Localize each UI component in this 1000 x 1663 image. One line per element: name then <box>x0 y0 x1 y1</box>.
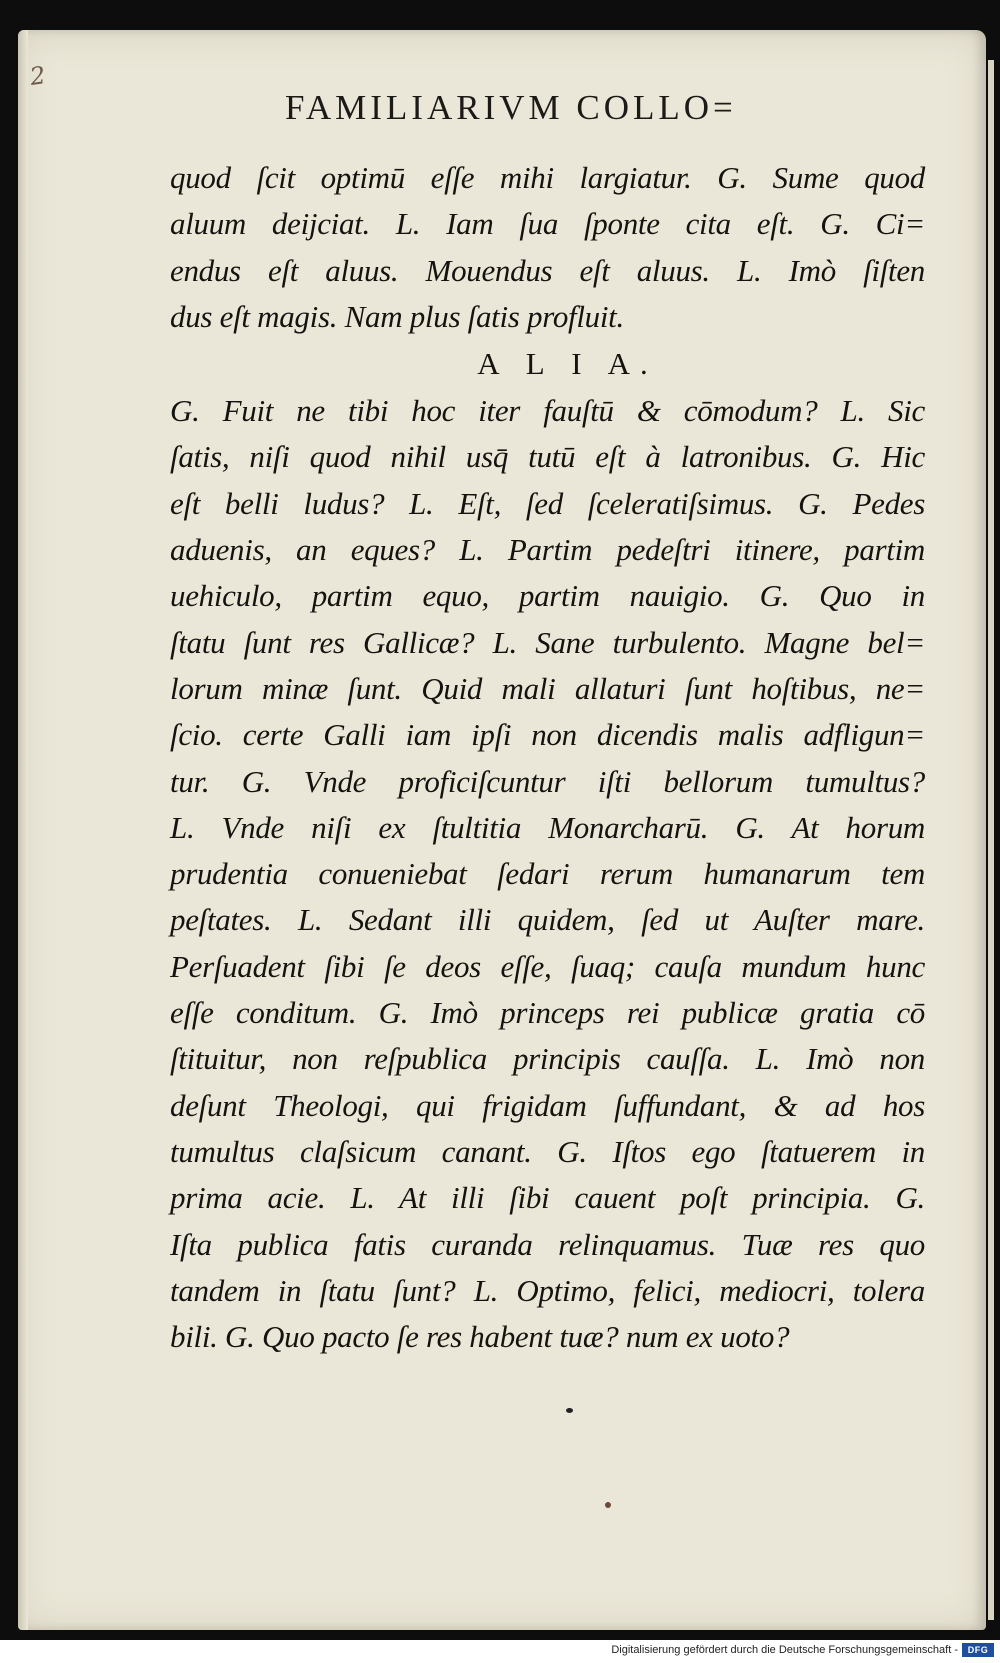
text-line: G. Fuit ne tibi hoc iter fauſtū & cōmodum? L. Sic <box>170 393 925 429</box>
ink-speck <box>566 1408 573 1413</box>
folio-mark: 2 <box>28 61 48 91</box>
text-line: eſt belli ludus? L. Eſt, ſed ſceleratiſsimus. G. Pedes <box>170 485 925 521</box>
text-line: ſcio. certe Galli iam ipſi non dicendis malis adfligun= <box>170 717 925 753</box>
text-line: aluum deijciat. L. Iam ſua ſponte cita eſt. G. Ci= <box>170 206 925 242</box>
text-line: prima acie. L. At illi ſibi cauent poſt principia. G. <box>170 1180 925 1216</box>
text-line: tur. G. Vnde proficiſcuntur iſti bellorum tumultus? <box>170 763 925 799</box>
text-line: peſtates. L. Sedant illi quidem, ſed ut Auſter mare. <box>170 902 925 938</box>
page-edge <box>988 60 994 1620</box>
running-head: FAMILIARIVM COLLO= <box>285 88 737 127</box>
text-line: bili. G. Quo pacto ſe res habent tuæ? num ex uoto? <box>170 1319 790 1355</box>
text-line: quod ſcit optimū eſſe mihi largiatur. G. Sume quod <box>170 160 925 195</box>
text-line: lorum minæ ſunt. Quid mali allaturi ſunt hoſtibus, ne= <box>170 670 925 706</box>
text-line: prudentia conueniebat ſedari rerum humanarum tem <box>170 856 925 892</box>
text-line: aduenis, an eques? L. Partim pedeſtri itinere, partim <box>170 532 925 568</box>
text-line: ſtatu ſunt res Gallicæ? L. Sane turbulento. Magne bel= <box>170 624 925 660</box>
text-line: deſunt Theologi, qui frigidam ſuffundant, & ad hos <box>170 1087 925 1123</box>
section-heading: A L I A. <box>477 346 658 382</box>
text-block <box>170 155 925 1360</box>
text-line: L. Vnde niſi ex ſtultitia Monarcharū. G. At horum <box>170 809 925 845</box>
text-line: tandem in ſtatu ſunt? L. Optimo, felici, mediocri, tolera <box>170 1272 925 1308</box>
digitization-credit: Digitalisierung gefördert durch die Deutsche Forschungsgemeinschaft - <box>611 1644 958 1656</box>
text-line: Perſuadent ſibi ſe deos eſſe, ſuaq; cauſa mundum hunc <box>170 948 925 984</box>
text-line: endus eſt aluus. Mouendus eſt aluus. L. Imò ſiſten <box>170 252 925 288</box>
text-line: dus eſt magis. Nam plus ſatis profluit. <box>170 298 624 334</box>
dfg-logo: DFG <box>962 1643 994 1657</box>
text-line: uehiculo, partim equo, partim nauigio. G. Quo in <box>170 578 925 614</box>
text-line: tumultus claſsicum canant. G. Iſtos ego ſtatuerem in <box>170 1133 925 1169</box>
ink-speck <box>605 1502 611 1508</box>
text-line: Iſta publica fatis curanda relinquamus. Tuæ res quo <box>170 1226 925 1262</box>
text-line: ſatis, niſi quod nihil usq̄ tutū eſt à latronibus. G. Hic <box>170 439 925 475</box>
page-gutter-shadow <box>18 30 28 1630</box>
text-line: ſtituitur, non reſpublica principis cauſſa. L. Imò non <box>170 1041 925 1077</box>
text-line: eſſe conditum. G. Imò princeps rei publicæ gratia cō <box>170 995 925 1031</box>
